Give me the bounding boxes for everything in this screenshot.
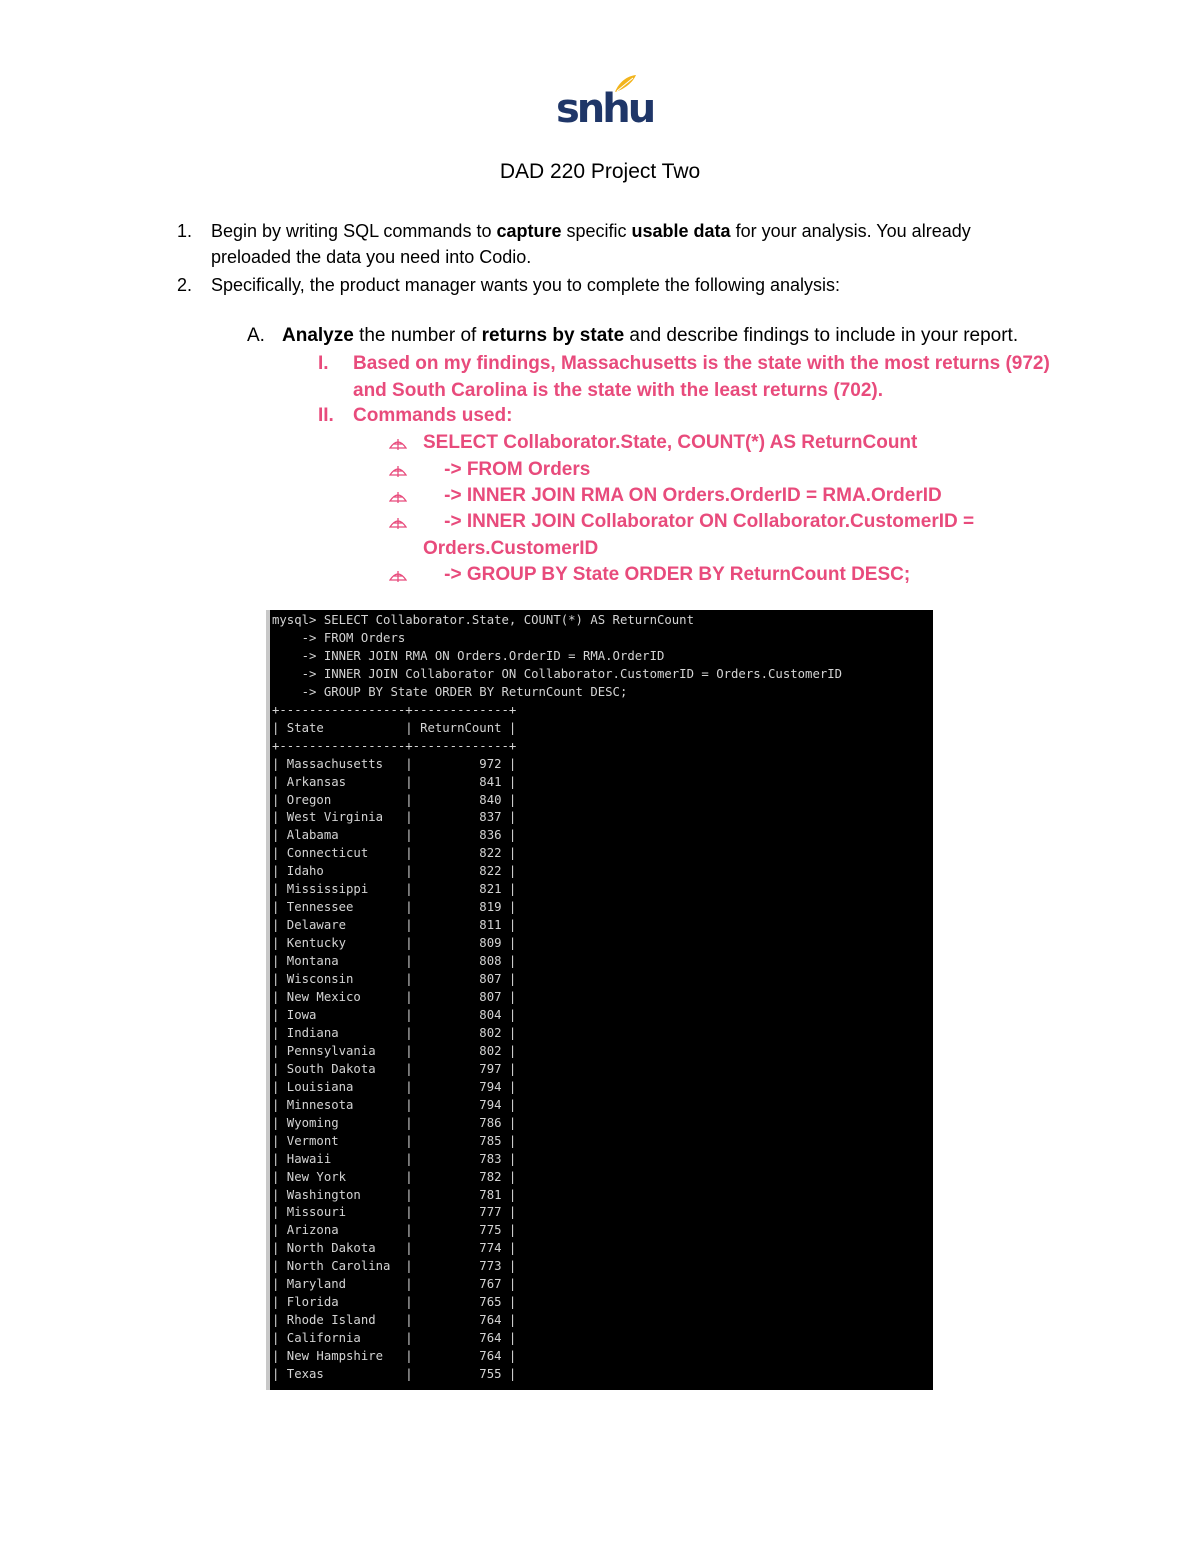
table-row: | West Virginia | 837 | (272, 810, 517, 825)
table-row: | Pennsylvania | 802 | (272, 1043, 517, 1058)
section-text: Analyze the number of returns by state and describe findings to include in your report. (282, 325, 1019, 346)
table-row: | New Hampshire | 764 | (272, 1349, 517, 1364)
table-border: +-----------------+-------------+ (272, 738, 517, 753)
table-border: +-----------------+-------------+ (272, 702, 517, 717)
command-text: -> GROUP BY State ORDER BY ReturnCount DESC; (423, 564, 911, 585)
table-row: | North Dakota | 774 | (272, 1241, 517, 1256)
table-row: | Arizona | 775 | (272, 1223, 517, 1238)
table-row: | Delaware | 811 | (272, 918, 517, 933)
table-row: | Washington | 781 | (272, 1187, 517, 1202)
command-text: -> FROM Orders (423, 459, 591, 480)
table-row: | Arkansas | 841 | (272, 774, 517, 789)
table-row: | Missouri | 777 | (272, 1205, 517, 1220)
table-row: | Connecticut | 822 | (272, 846, 517, 861)
table-row: | Maryland | 767 | (272, 1277, 517, 1292)
table-row: | Indiana | 802 | (272, 1025, 517, 1040)
finding-text: Based on my findings, Massachusetts is the state with the most returns (972) and South Carolina is the state with the least returns (702). (353, 353, 1050, 401)
table-header: | State | ReturnCount | (272, 720, 517, 735)
table-row: | Louisiana | 794 | (272, 1079, 517, 1094)
table-row: | Idaho | 822 | (272, 864, 517, 879)
table-row: | Massachusetts | 972 | (272, 756, 517, 771)
table-row: | New York | 782 | (272, 1169, 517, 1184)
finding-text: Commands used: (353, 405, 513, 426)
terminal-query-line: -> FROM Orders (272, 630, 406, 645)
table-row: | South Dakota | 797 | (272, 1061, 517, 1076)
terminal-border (266, 610, 270, 1390)
table-row: | Iowa | 804 | (272, 1007, 517, 1022)
section-letter: A. (247, 325, 265, 346)
table-row: | New Mexico | 807 | (272, 990, 517, 1005)
document-title: DAD 220 Project Two (499, 160, 701, 183)
table-row: | California | 764 | (272, 1331, 517, 1346)
table-row: | Vermont | 785 | (272, 1133, 517, 1148)
terminal-screenshot (266, 610, 933, 1390)
table-row: | Minnesota | 794 | (272, 1097, 517, 1112)
table-row: | Hawaii | 783 | (272, 1151, 517, 1166)
bullet-icon (389, 567, 407, 583)
logo-text: snhu (556, 86, 654, 132)
command-text: SELECT Collaborator.State, COUNT(*) AS ReturnCount (423, 432, 918, 453)
table-row: | Montana | 808 | (272, 954, 517, 969)
table-row: | Kentucky | 809 | (272, 936, 517, 951)
table-row: | Rhode Island | 764 | (272, 1313, 517, 1328)
table-row: | Alabama | 836 | (272, 828, 517, 843)
terminal-query-line: mysql> SELECT Collaborator.State, COUNT(*) AS ReturnCount (272, 613, 694, 627)
table-row: | Oregon | 840 | (272, 792, 517, 807)
command-text: -> INNER JOIN Collaborator ON Collaborator.CustomerID = Orders.CustomerID (423, 511, 980, 559)
roman-number: II. (318, 405, 334, 426)
terminal-query-line: -> INNER JOIN Collaborator ON Collaborator.CustomerID = Orders.CustomerID (272, 666, 843, 681)
list-number: 2. (177, 275, 193, 295)
bullet-icon (389, 514, 407, 530)
list-text: Specifically, the product manager wants you to complete the following analysis: (211, 275, 840, 295)
bullet-icon (389, 488, 407, 504)
bullet-icon (389, 462, 407, 478)
table-row: | Wyoming | 786 | (272, 1115, 517, 1130)
snhu-logo (556, 74, 654, 134)
bullet-icon (389, 435, 407, 451)
terminal-output (272, 612, 842, 1384)
table-row: | Wisconsin | 807 | (272, 972, 517, 987)
table-row: | Texas | 755 | (272, 1367, 517, 1382)
command-text: -> INNER JOIN RMA ON Orders.OrderID = RMA.OrderID (423, 485, 942, 506)
terminal-query-line: -> GROUP BY State ORDER BY ReturnCount DESC; (272, 684, 628, 699)
table-row: | Mississippi | 821 | (272, 882, 517, 897)
table-row: | Tennessee | 819 | (272, 900, 517, 915)
table-row: | North Carolina | 773 | (272, 1259, 517, 1274)
roman-number: I. (318, 353, 329, 374)
terminal-query-line: -> INNER JOIN RMA ON Orders.OrderID = RMA.OrderID (272, 648, 665, 663)
list-text: Begin by writing SQL commands to capture specific usable data for your analysis. You already preloaded the data you need into Codio. (211, 221, 971, 267)
list-number: 1. (177, 221, 193, 241)
table-row: | Florida | 765 | (272, 1295, 517, 1310)
